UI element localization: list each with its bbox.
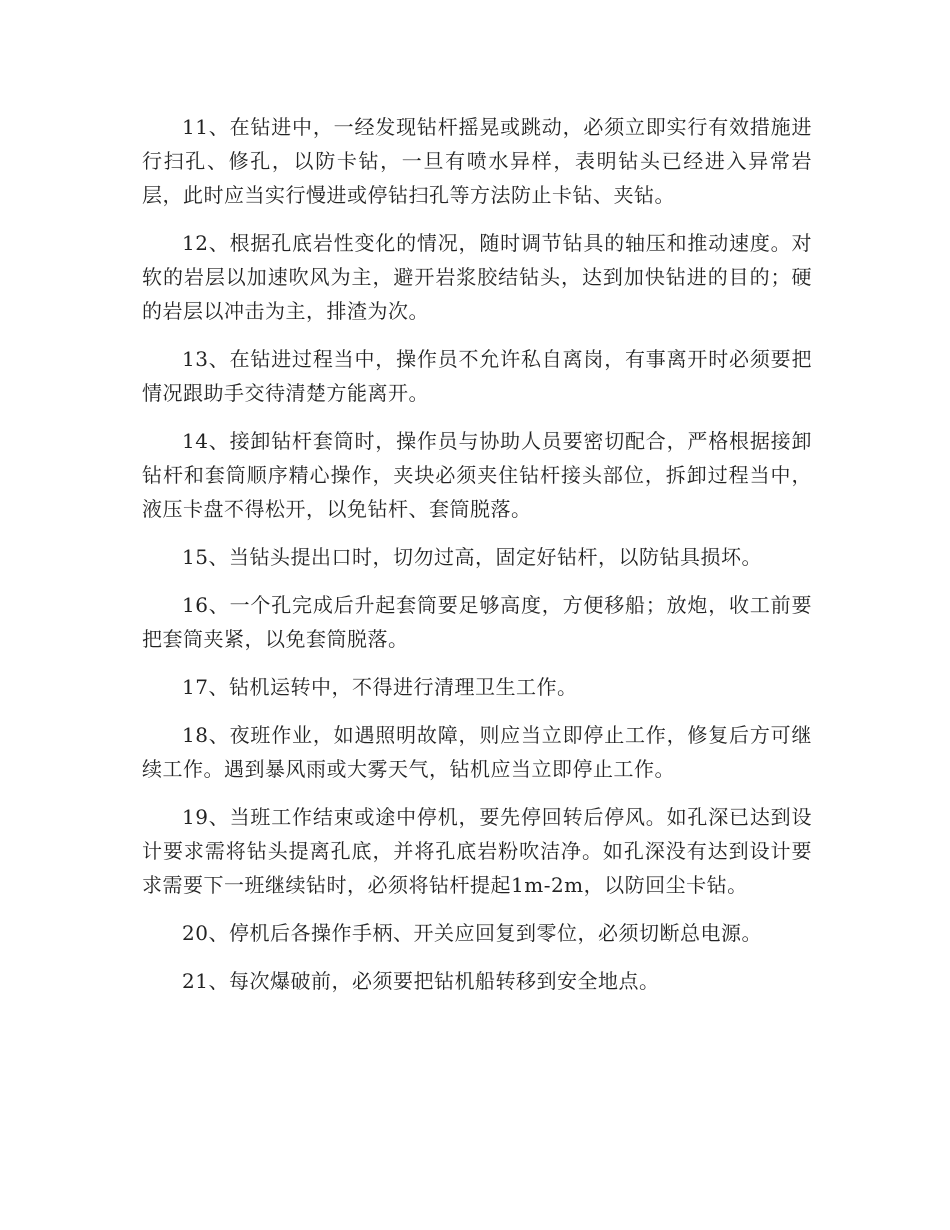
paragraph-item-14: 14、接卸钻杆套筒时，操作员与协助人员要密切配合，严格根据接卸钻杆和套筒顺序精心操作，夹块必须夹住钻杆接头部位，拆卸过程当中，液压卡盘不得松开，以免钻杆、套筒脱落。 [142, 429, 812, 521]
paragraph-item-17: 17、钻机运转中，不得进行清理卫生工作。 [182, 675, 578, 699]
paragraph-item-16: 16、一个孔完成后升起套筒要足够高度，方便移船；放炮，收工前要把套筒夹紧，以免套筒脱落。 [142, 593, 812, 651]
paragraph-item-19: 19、当班工作结束或途中停机，要先停回转后停风。如孔深已达到设计要求需将钻头提离孔底，并将孔底岩粉吹洁净。如孔深没有达到设计要求需要下一班继续钻时，必须将钻杆提起1m-2m，以防回尘卡钻。 [142, 805, 812, 897]
paragraph-item-15: 15、当钻头提出口时，切勿过高，固定好钻杆，以防钻具损坏。 [182, 545, 762, 569]
paragraph-item-12: 12、根据孔底岩性变化的情况，随时调节钻具的轴压和推动速度。对软的岩层以加速吹风为主，避开岩浆胶结钻头，达到加快钻进的目的；硬的岩层以冲击为主，排渣为次。 [142, 231, 812, 323]
paragraph-item-21: 21、每次爆破前，必须要把钻机船转移到安全地点。 [182, 969, 660, 993]
document-body [142, 110, 812, 1012]
paragraph-item-20: 20、停机后各操作手柄、开关应回复到零位，必须切断总电源。 [182, 921, 762, 945]
paragraph-item-13: 13、在钻进过程当中，操作员不允许私自离岗，有事离开时必须要把情况跟助手交待清楚方能离开。 [142, 347, 812, 405]
paragraph-item-18: 18、夜班作业，如遇照明故障，则应当立即停止工作，修复后方可继续工作。遇到暴风雨或大雾天气，钻机应当立即停止工作。 [142, 723, 812, 781]
paragraph-item-11: 11、在钻进中，一经发现钻杆摇晃或跳动，必须立即实行有效措施进行扫孔、修孔，以防卡钻，一旦有喷水异样，表明钻头已经进入异常岩层，此时应当实行慢进或停钻扫孔等方法防止卡钻、夹钻。 [142, 115, 812, 207]
